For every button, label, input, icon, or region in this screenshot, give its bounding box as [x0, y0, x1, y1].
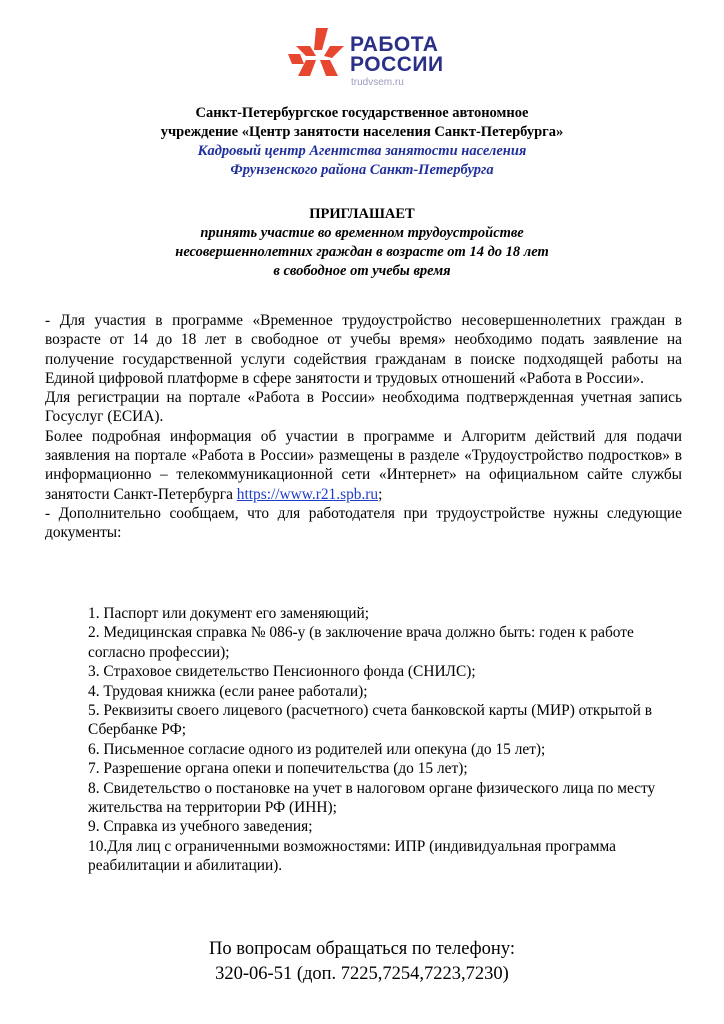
star-logo-icon [286, 24, 346, 90]
invitation-line1: принять участие во временном трудоустройстве [200, 225, 524, 241]
contact-line1: По вопросам обращаться по телефону: [209, 939, 515, 959]
link-suffix: ; [378, 485, 383, 503]
agency-line1: Кадровый центр Агентства занятости населения [197, 143, 527, 159]
document-item: 8. Свидетельство о постановке на учет в налоговом органе физического лица по месту жительства на территории РФ (ИНН); [88, 779, 656, 817]
invitation-title: ПРИГЛАШАЕТ [309, 206, 415, 222]
contact-phone: 320-06-51 (доп. 7225,7254,7223,7230) [215, 964, 509, 984]
document-item: 5. Реквизиты своего лицевого (расчетного) счета банковской карты (МИР) открытой в Сбербанке РФ; [88, 702, 652, 739]
paragraph-registration: Для регистрации на портале «Работа в России» необходима подтвержденная учетная запись Госуслуг (ЕСИА). [45, 389, 682, 426]
agency-line2: Фрунзенского района Санкт-Петербурга [230, 162, 494, 178]
organization-header [60, 104, 664, 180]
documents-list [88, 604, 688, 876]
contact-block [60, 937, 664, 987]
document-item: 3. Страховое свидетельство Пенсионного фонда (СНИЛС); [88, 663, 476, 681]
document-item: 1. Паспорт или документ его заменяющий; [88, 605, 370, 622]
document-item: 2. Медицинская справка № 086-у (в заключение врача должно быть: годен к работе согласно профессии); [88, 624, 634, 661]
document-item: 7. Разрешение органа опеки и попечительства (до 15 лет); [88, 760, 468, 778]
logo-word-rabota: РАБОТА [350, 33, 439, 56]
paragraph-info-text: Более подробная информация об участии в программе и Алгоритм действий для подачи заявления на портале «Работа в России» размещены в разделе «Трудоустройство подростков» в информационно – телекоммуникационной сети «Интернет» на официальном сайте службы занятости Санкт-Петербурга [45, 427, 682, 503]
paragraph-participation: - Для участия в программе «Временное трудоустройство несовершеннолетних граждан в возрасте от 14 до 18 лет в свободное от учебы время» необходимо подать заявление на получение государственной услуги содействия гражданам в поиске подходящей работы на Единой цифровой платформе в сфере занятости и трудовых отношений «Работа в России». [45, 312, 682, 387]
logo-word-rossii: РОССИИ [350, 53, 444, 76]
invitation-line3: в свободное от учебы время [273, 263, 451, 279]
logo-site: trudvsem.ru [351, 77, 404, 88]
paragraph-documents-intro: - Дополнительно сообщаем, что для работодателя при трудоустройстве нужны следующие документы: [45, 504, 682, 542]
body-text [45, 311, 682, 543]
document-item: 4. Трудовая книжка (если ранее работали); [88, 682, 368, 700]
document-item: 6. Письменное согласие одного из родителей или опекуна (до 15 лет); [88, 740, 546, 758]
r21-link[interactable]: https://www.r21.spb.ru [236, 485, 379, 503]
document-item: 9. Справка из учебного заведения; [88, 818, 313, 836]
invitation-line2: несовершеннолетних граждан в возрасте от 14 до 18 лет [175, 244, 549, 260]
paragraph-info [45, 427, 682, 504]
document-item: 10.Для лиц с ограниченными возможностями: ИПР (индивидуальная программа реабилитации и абилитации). [88, 837, 616, 875]
org-name-line1: Санкт-Петербургское государственное автономное [195, 105, 529, 121]
rabota-rossii-logo [286, 24, 476, 94]
invitation-block [60, 205, 664, 281]
org-name-line2: учреждение «Центр занятости населения Санкт-Петербурга» [160, 124, 564, 140]
